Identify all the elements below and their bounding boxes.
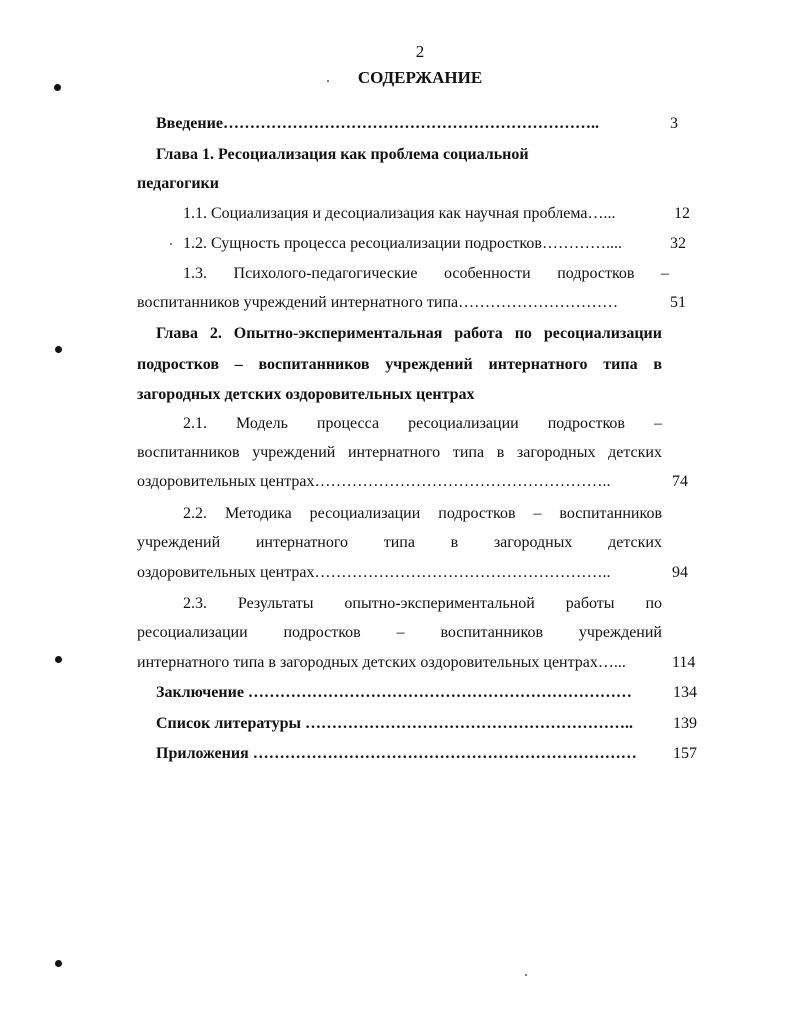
- toc-page-introduction: 3: [670, 115, 678, 132]
- toc-section-1-3: 1.3. Психолого-педагогические особенности подростков –: [183, 265, 669, 282]
- toc-entry-conclusion: Заключение ………………………………………………………………: [156, 684, 632, 701]
- toc-entry-references: Список литературы ……………………………………………………..: [156, 715, 633, 732]
- binding-hole-mark: [54, 84, 61, 91]
- toc-section-2-1-end: оздоровительных центрах………………………………………………..: [137, 473, 611, 490]
- page-title: СОДЕРЖАНИЕ: [357, 68, 483, 87]
- toc-section-1-1: 1.1. Социализация и десоциализация как научная проблема…...: [183, 205, 616, 222]
- toc-entry-appendices: Приложения ………………………………………………………………: [156, 745, 637, 762]
- toc-section-2-3-end: интернатного типа в загородных детских оздоровительных центрах…...: [137, 654, 626, 671]
- toc-page-2-3: 114: [672, 654, 696, 671]
- toc-chapter-2-title: Глава 2. Опытно-экспериментальная работа по ресоциализации: [156, 325, 662, 342]
- scan-speck: [170, 243, 172, 245]
- toc-page-2-2: 94: [672, 564, 688, 581]
- toc-chapter-1-title: Глава 1. Ресоциализация как проблема социальной: [156, 146, 529, 163]
- toc-page-conclusion: 134: [673, 684, 697, 701]
- toc-entry-introduction: Введение……………………………………………………………..: [156, 115, 599, 132]
- binding-hole-mark: [55, 960, 62, 967]
- scan-speck: [327, 80, 329, 82]
- binding-hole-mark: [55, 346, 62, 353]
- page-number: 2: [415, 42, 425, 61]
- toc-page-2-1: 74: [672, 473, 688, 490]
- toc-section-1-3-cont: воспитанников учреждений интернатного типа…………………………: [137, 294, 619, 311]
- toc-page-references: 139: [673, 715, 697, 732]
- toc-chapter-2-title-cont: подростков – воспитанников учреждений интернатного типа в: [137, 356, 662, 373]
- toc-section-2-1: 2.1. Модель процесса ресоциализации подростков –: [183, 415, 662, 432]
- toc-section-2-2-cont: учреждений интернатного типа в загородных детских: [137, 534, 662, 551]
- toc-page-1-2: 32: [670, 235, 686, 252]
- toc-section-1-2: 1.2. Сущность процесса ресоциализации подростков…………....: [183, 235, 622, 252]
- scan-speck: [525, 974, 527, 976]
- toc-section-2-3: 2.3. Результаты опытно-экспериментальной работы по: [183, 595, 662, 612]
- toc-chapter-1-title-cont: педагогики: [137, 175, 219, 192]
- binding-hole-mark: [55, 656, 62, 663]
- toc-page-1-1: 12: [674, 205, 690, 222]
- toc-section-2-2-end: оздоровительных центрах………………………………………………..: [137, 564, 611, 581]
- toc-chapter-2-title-end: загородных детских оздоровительных центрах: [137, 386, 475, 403]
- toc-section-2-3-cont: ресоциализации подростков – воспитанников учреждений: [137, 624, 662, 641]
- toc-section-2-1-cont: воспитанников учреждений интернатного типа в загородных детских: [137, 444, 662, 461]
- toc-section-2-2: 2.2. Методика ресоциализации подростков – воспитанников: [183, 505, 662, 522]
- toc-page-appendices: 157: [673, 745, 697, 762]
- toc-page-1-3: 51: [670, 294, 686, 311]
